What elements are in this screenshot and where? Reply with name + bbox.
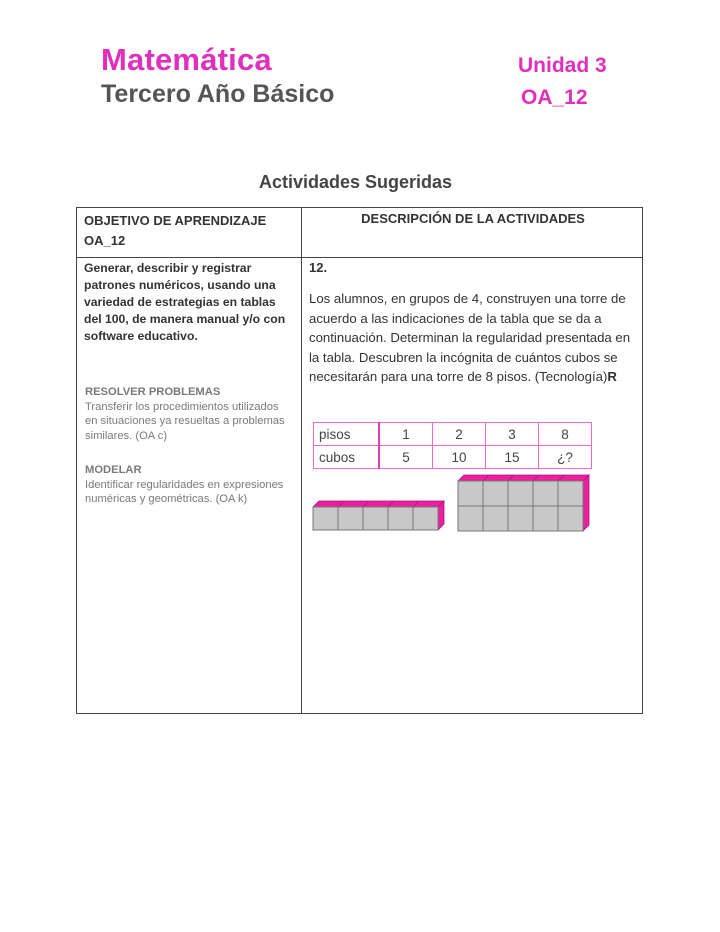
skill-title: RESOLVER PROBLEMAS [85, 386, 221, 398]
tower-two-floors-figure [455, 472, 600, 534]
tower-top-face [458, 475, 589, 481]
cube [483, 506, 508, 531]
header-divider [77, 257, 642, 258]
cell: 3 [486, 423, 539, 446]
cube [338, 507, 363, 530]
pisos-row [314, 423, 592, 446]
cube [313, 507, 338, 530]
description-column-header: DESCRIPCIÓN DE LA ACTIVIDADES [361, 211, 585, 226]
grade-title: Tercero Año Básico [101, 80, 335, 108]
activity-number: 12. [309, 260, 328, 275]
objective-text: Generar, describir y registrar patrones numéricos, usando una variedad de estrategias en tablas del 100, de manera manual y/o con software educativo. [84, 261, 286, 343]
cube [558, 481, 583, 506]
cube [363, 507, 388, 530]
skill-text: Transferir los procedimientos utilizados en situaciones ya resueltas a problemas similares. (OA c) [85, 400, 285, 442]
cell: 10 [433, 446, 486, 469]
cube [508, 481, 533, 506]
cell: 1 [379, 423, 433, 446]
oa-label: OA_12 [521, 86, 588, 109]
skill-block-model [85, 463, 285, 507]
cube [388, 507, 413, 530]
cell: 15 [486, 446, 539, 469]
cell: ¿? [539, 446, 592, 469]
skill-text: Identificar regularidades en expresiones numéricas y geométricas. (OA k) [85, 478, 284, 505]
activity-text: Los alumnos, en grupos de 4, construyen una torre de acuerdo a las indicaciones de la tabla que se da a continuación. Determinan la regularidad presentada en la tabla. Descubren la incógnita de cuántos cubos se necesitarán para una torre de 8 pisos. (Tecnología) [309, 291, 631, 384]
tower-top-face [313, 501, 444, 507]
subject-title: Matemática [101, 42, 272, 77]
activity-description [309, 289, 635, 387]
cube [558, 506, 583, 531]
cube [458, 506, 483, 531]
cube [483, 481, 508, 506]
cube [508, 506, 533, 531]
activity-suffix: R [607, 369, 617, 384]
cube [533, 481, 558, 506]
column-divider [301, 208, 302, 713]
cube [413, 507, 438, 530]
pattern-table [313, 422, 592, 469]
cell: 2 [433, 423, 486, 446]
skill-block-problems [85, 385, 285, 443]
cell: 5 [379, 446, 433, 469]
row-label: cubos [314, 446, 380, 469]
cubos-row [314, 446, 592, 469]
tower-one-floor-figure [310, 495, 450, 535]
section-title: Actividades Sugeridas [259, 172, 453, 192]
cell: 8 [539, 423, 592, 446]
skill-title: MODELAR [85, 464, 142, 476]
unit-label: Unidad 3 [518, 54, 607, 77]
tower-side-face [583, 475, 589, 531]
cube [458, 481, 483, 506]
cube [533, 506, 558, 531]
row-label: pisos [314, 423, 380, 446]
objective-column-header: OBJETIVO DE APRENDIZAJE OA_12 [84, 213, 267, 248]
